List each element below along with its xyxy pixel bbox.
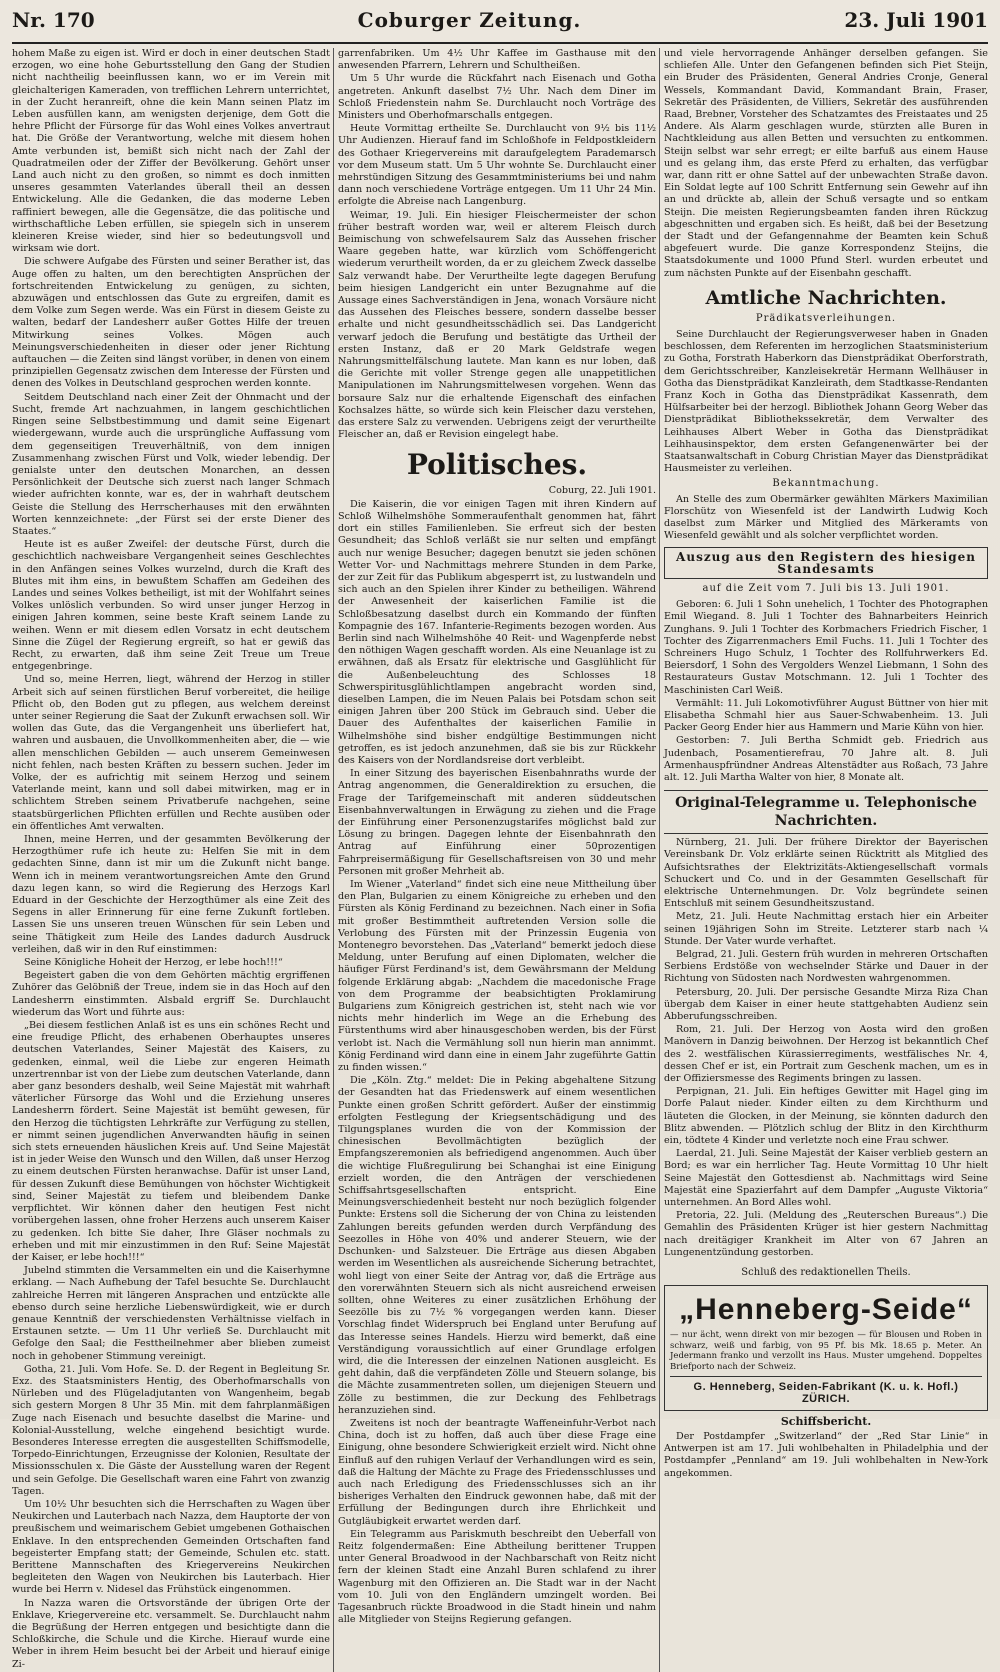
paragraph: Und so, meine Herren, liegt, während der Herzog in stiller Arbeit sich auf seinen fürstlichen Beruf vorbereitet, die heilige Pflicht ob, den Boden gut zu pflegen, aus welchem dereinst unter seiner Regierung die Saat der Zukunft erwachsen soll. Wir wollen das Gute, das die Vergangenheit uns überliefert hat, wahren und ausbauen, die Unvollkommenheiten aber, die — wie allen menschlichen Gebilden — auch unserem Gemeinwesen nicht fehlen, nach besten Kräften zu bessern suchen. Jeder im Volke, der es aufrichtig mit seinem Herzog und seinem Vaterlande meint, kann und soll dabei mitwirken, mag er in schlichtem Streben seinem Privatberufe nachgehen, seine staatsbürgerlichen Pflichten erfüllen und Rechte ausüben oder ein öffentliches Amt verwalten. [12, 674, 330, 832]
paragraph: Zweitens ist noch der beantragte Waffeneinfuhr-Verbot nach China, doch ist zu hoffen, daß auch über diese Frage eine Einigung, ohne besondere Schwierigkeit erzielt wird. Nicht ohne Einfluß auf den ruhigen Verlauf der Verhandlungen wird es sein, daß die Haltung der Mächte zu Frage des Friedensschlusses und auch nach Erledigung des Friedensschlusses sich an ihr bisheriges Verhalten den Eindruck gewonnen habe, daß mit der Erfüllung der Bedingungen durch ihre Ehrlichkeit und Gutgläubigkeit erwartet werden darf. [338, 1417, 656, 1527]
dateline: Coburg, 22. Juli 1901. [548, 484, 656, 496]
paragraph: Begeistert gaben die von dem Gehörten mächtig ergriffenen Zuhörer das Gelöbniß der Treue, indem sie in das Hoch auf den Landesherrn einstimmten. Alsbald ergriff Se. Durchlaucht wiederum das Wort und führte aus: [12, 970, 330, 1018]
section-title-schiffsbericht: Schiffsbericht. [780, 1414, 872, 1428]
paragraph: Gestorben: 7. Juli Bertha Schmidt geb. Friedrich aus Judenbach, Posamentierefrau, 70 Jahre alt. 8. Juli Armenhauspfründner Andreas Altenstädter aus Roßach, 73 Jahre alt. 12. Juli Martha Walter von hier, 8 Monate alt. [664, 735, 988, 783]
paragraph: Jubelnd stimmten die Versammelten ein und die Kaiserhymne erklang. — Nach Aufhebung der Tafel besuchte Se. Durchlaucht zahlreiche Herren mit längeren Ansprachen und entzückte alle ebenso durch seine herzliche Liebenswürdigkeit, wie er durch genaue Kenntniß der verschiedensten Verhältnisse vielfach in Erstaunen setzte. — Um 11 Uhr verließ Se. Durchlaucht mit Gefolge den Saal; die Festtheilnehmer aber blieben zumeist noch in gehobener Stimmung vereinigt. [12, 1265, 330, 1362]
paragraph: garrenfabriken. Um 4½ Uhr Kaffee im Gasthause mit den anwesenden Pfarrern, Lehrern und Schultheißen. [338, 48, 656, 72]
paragraph: Seitdem Deutschland nach einer Zeit der Ohnmacht und der Sucht, fremde Art nachzuahmen, in langem geschichtlichen Ringen seine Selbstbestimmung und damit seine Eigenart wiedergewann, wurde auch die ursprüngliche Auffassung vom dem gegenseitigen Treuverhältniß, von dem innigen Zusammenhang zwischen Fürst und Volk, wieder lebendig. Der genialste unter den deutschen Monarchen, an dessen Persönlichkeit der Deutsche sich zuerst nach langer Schmach wieder aufrichten konnte, war es, der in wahrhaft deutschem Geiste die Stellung des Herrscherhauses mit den erwähnten Worten kennzeichnete: „der Fürst sei der erste Diener des Staates.“ [12, 391, 330, 537]
masthead [12, 8, 988, 42]
column-1 [12, 48, 330, 1672]
paragraph: Im Wiener „Vaterland“ findet sich eine neue Mittheilung über den Plan, Bulgarien zu einem Königreiche zu erheben und den Fürsten als König Ferdinand zu bezeichnen. Nach einer in Sofia mit großer Bestimmtheit auftretenden Version solle die Verlobung des Fürsten mit der Prinzessin Eugenia von Montenegro bevorstehen. Das „Vaterland“ bemerkt jedoch diese Meldung, unter Berufung auf einen Diplomaten, welcher die häufiger Fürst Ferdinand's ist, dem Gewährsmann der Meldung folgende Erklärung abgab: „Nachdem die macedonische Frage von dem Programme der beabsichtigten Proklamirung Bulgariens zum Königreich gestrichen ist, steht nach wie vor nichts mehr hinderlich im Wege an die Erhebung des Fürstenthums wird aber hinausgeschoben werden, bis der Fürst verlobt ist. Nach die Vermählung soll nun hierin man annimmt. König Ferdinand wird dann eine in einem Jahr zugeführte Gattin zu finden wissen.“ [338, 879, 656, 1074]
newspaper-title: Coburger Zeitung. [357, 8, 582, 32]
paragraph: An Stelle des zum Obermärker gewählten Märkers Maximilian Florschütz von Wiesenfeld ist der Landwirth Ludwig Koch daselbst zum Märker und Mitglied des Märkeramts von Wiesenfeld gewählt und als solcher verpflichtet worden. [664, 493, 988, 542]
paragraph: Laerdal, 21. Juli. Seine Majestät der Kaiser verblieb gestern an Bord; es war ein herrlicher Tag. Heute Vormittag 10 Uhr hielt Seine Majestät den Gottesdienst ab. Nachmittags wird Seine Majestät eine Spazierfahrt auf dem Dampfer „Auguste Viktoria“ unternehmen. An Bord Alles wohl. [664, 1148, 988, 1209]
section-title-politisches: Politisches. [406, 447, 588, 481]
column-3 [664, 48, 988, 1672]
subheading-bekanntmachung: Bekanntmachung. [772, 477, 880, 489]
column-2 [338, 48, 656, 1672]
paragraph: Gotha, 21. Juli. Vom Hofe. Se. D. der Regent in Begleitung Sr. Exz. des Staatsministers Hentig, des Oberhofmarschalls von Nürleben und des Flügeladjutanten von Wangenheim, begab sich gestern Morgen 8 Uhr 35 Min. mit dem fahrplanmäßigen Zuge nach Eisenach und besuchte daselbst die Marine- und Kolonial-Ausstellung, welche eingehend besichtigt wurde. Besonderes Interesse erregten die ausgestellten Schiffsmodelle, Torpedo-Einrichtungen, Erzeugnisse der Kolonien, Resultate der Missionsschulen x. Die Gäste der Ausstellung waren der Regent und sein Gefolge. Die Gesellschaft waren eine Fahrt von zwanzig Tagen. [12, 1363, 330, 1497]
paragraph: Der Postdampfer „Switzerland“ der „Red Star Linie“ in Antwerpen ist am 17. Juli wohlbehalten in Philadelphia und der Postdampfer „Pennland“ am 19. Juli wohlbehalten in New-York angekommen. [664, 1430, 988, 1479]
paragraph: Weimar, 19. Juli. Ein hiesiger Fleischermeister der schon früher bestraft worden war, weil er alterem Fleisch durch Beimischung von schwefelsaurem Salz das Aussehen frischer Waare gegeben hatte, war kürzlich vom Schöffengericht wiederum verurtheilt worden, da er zu gleichem Zweck dasselbe Salz verwandt habe. Der Verurtheilte legte dagegen Berufung beim hiesigen Landgericht ein unter Bezugnahme auf die Aussage eines Sachverständigen in Jena, wonach Vorsäure nicht das Aussehen des Fleisches bessere, sondern dasselbe besser erhalte und nicht gesundheitsschädlich sei. Das Landgericht verwarf jedoch die Berufung und bestätigte das Urtheil der ersten Instanz, daß er 20 Mark Geldstrafe wegen Nahrungsmittelfälschung lautete. Man kann es nur loben, daß die Gerichte mit voller Strenge gegen alle unappetitlichen Manipulationen im Nahrungsmittelwesen vorgehen. Wenn das borsaure Salz nur die erhaltende Eigenschaft des einfachen Kochsalzes hätte, so würde sich kein Fleischer dazu verstehen, das erstere Salz zu verwenden. Uebrigens zeigt der verurtheilte Fleischer an, daß er Revision eingelegt habe. [338, 209, 656, 441]
paragraph: In Nazza waren die Ortsvorstände der übrigen Orte der Enklave, Kriegervereine etc. versammelt. Se. Durchlaucht nahm die Begrüßung der Herren entgegen und besichtigte dann die Schloßkirche, die Schule und die Kirche. Hierauf wurde eine Weber in ihrem Heim besucht bei der Arbeit und hierauf einige Zi- [12, 1597, 330, 1670]
paragraph: Ihnen, meine Herren, und der gesammten Bevölkerung der Herzogthümer rufe ich heute zu: Helfen Sie mit in dem gedachten Sinne, dann ist mir um die Zukunft nicht bange. Wenn ich in meinem verantwortungsreichen Amte den Grund dazu legen kann, so wird die Regierung des Herzogs Karl Eduard in der Geschichte der Herzogthümer als eine Zeit des Segens in aller Erinnerung für eine ferne Zukunft fortleben. Lassen Sie uns unseren treuen Wünschen für sein Leben und seine Thätigkeit zum Heile des Landes dadurch Ausdruck verleihen, daß wir in den Ruf einstimmen: [12, 834, 330, 955]
paragraph: „Bei diesem festlichen Anlaß ist es uns ein schönes Recht und eine freudige Pflicht, des erhabenen Oberhauptes unseres deutschen Vaterlandes, Seiner Majestät des Kaisers, zu gedenken, einmal, weil die Liebe zur engeren Heimath unzertrennbar ist von der Liebe zum deutschen Vaterlande, dann aber ganz besonders deshalb, weil Seine Majestät mit wahrhaft väterlicher Fürsorge das Wohl und die Erziehung unseres Landesherrn fördert. Seine Majestät ist bemüht gewesen, für den Herzog die tüchtigsten Lehrkräfte zur Verfügung zu stellen, er nimmt seinen jugendlichen Anverwandten häufig in seinen sich stets erneuenden häuslichen Kreis auf. Und Seine Majestät ist in jeder Weise den Wunsch und den Willen, daß unser Herzog zu einem deutschen Fürsten heranwachse. Dafür ist unser Land, für dessen Zukunft diese Bemühungen von höchster Wichtigkeit sind, Seiner Majestät zu tiefem und bleibendem Danke verpflichtet. Wir können daher den heutigen Fest nicht vorübergehen lassen, ohne froher Herzens auch unserem Kaiser zu gedenken. Ich bitte Sie daher, Ihre Gläser nochmals zu erheben und mit mir einzustimmen in den Ruf: Seine Majestät der Kaiser, er lebe hoch!!!“ [12, 1020, 331, 1263]
paragraph: Rom, 21. Juli. Der Herzog von Aosta wird den großen Manövern in Danzig beiwohnen. Der Herzog ist bekanntlich Chef des 2. westfälischen Kürassierregiments, westfälisches Nr. 4, dessen Chef er ist, ein Portrait zum Geschenk machen, um es in der Offiziersmesse des Regiments bringen zu lassen. [664, 1024, 988, 1085]
paragraph: Heute Vormittag ertheilte Se. Durchlaucht von 9½ bis 11½ Uhr Audienzen. Hierauf fand im Schloßhofe in Feldpostkleidern des Gothaer Kriegervereins mit daraufgelegtem Parademarsch vor dem Museum statt. Um 5 Uhr wohnte Se. Durchlaucht einer mehrstündigen Sitzung des Gesammtministeriums bei und nahm dann noch verschiedene Vorträge entgegen. Um 11 Uhr 24 Min. erfolgte die Abreise nach Langenburg. [338, 123, 656, 208]
paragraph: Die „Köln. Ztg.“ meldet: Die in Peking abgehaltene Sitzung der Gesandten hat das Friedenswerk auf einem wesentlichen Punkte einen großen Schritt gefördert. Außer der einstimmig erfolgten Festlegung der Kriegsentschädigung und des Tilgungsplanes wurden die von der Kommission der chinesischen Bevollmächtigten bezüglich der Empfangszeremonien als befriedigend angenommen. Auch über die wichtige Flußregulirung bei Schanghai ist eine Einigung erzielt worden, die den Anträgen der verschiedenen Schiffsahrtsgesellschaften entspricht. Eine Meinungsverschiedenheit besteht nur noch bezüglich folgender Punkte: Erstens soll die Sicherung der von China zu leistenden Zahlungen bereits gefunden werden durch Verpfändung des Seezolles in Höhe von 40% und anderer Steuern, wie der Dschunken- und Salzsteuer. Die Erträge aus diesen Abgaben werden im Wesentlichen als ausreichende Sicherung betrachtet, wohl liegt von einer Seite der Antrag vor, daß die Erträge aus den vorerwähnten Steuern sich als nicht ausreichend erweisen sollten, ohne Weiteres zu einer zusätzlichen Erhöhung der Seezölle bis zu 7½ % vorgegangen werden kann. Dieser Vorschlag findet Widerspruch bei England unter Berufung auf das Interesse seines Handels. Hierzu wird bemerkt, daß eine Verständigung voraussichtlich auf einer Grundlage erfolgen wird, die die Interessen der einzelnen Nationen ausgleicht. Es geht dahin, daß die verpfändeten Zölle und Steuern solange, bis die Mächte zusammentreten sollen, um diejenigen Steuern und Zölle zu bestimmen, die zur Deckung des Fehlbetrags heranzuziehen sind. [338, 1075, 656, 1416]
section-title-standesamt: Auszug aus den Registern des hiesigen Standesamts [676, 549, 976, 576]
end-of-editorial-note: Schluß des redaktionellen Theils. [741, 1267, 911, 1279]
paragraph: Heute ist es außer Zweifel: der deutsche Fürst, durch die geschichtlich nachweisbare Vergangenheit seines Geschlechtes in den Anfängen seines Volkes wurzelnd, durch die Kraft des Blutes mit ihm eins, in bewußtem Schaffen am Gedeihen des Landes und seines Volkes betheiligt, ist mit der Wohlfahrt seines Volkes unlöslich verbunden. So wird unser junger Herzog in einigen Jahren kommen, seine beste Kraft seinem Lande zu weihen. Wenn er mit diesem edlen Vorsatz in echt deutschem Sinne die Zügel der Regierung ergreift, so hat er gewiß das Recht, zu erwarten, daß ihm seine Zeit Treue um Treue entgegenbringe. [12, 539, 330, 673]
paragraph: Um 10½ Uhr besuchten sich die Herrschaften zu Wagen über Neukirchen und Lauterbach nach Nazza, dem Hauptorte der von preußischem und weimarischem Gebiet umgebenen Gothaischen Enklave. In den entsprechenden Gemeinden Ortschaften fand begeisterter Empfang statt; der Gemeinde, Schulen etc. statt. Berittene Mannschaften des Kriegervereins Neukirchen begleiteten den Wagen von Neukirchen bis Lauterbach. Hier wurde bei Herrn v. Nidesel das Frühstück eingenommen. [12, 1498, 330, 1596]
ad-divider [670, 1376, 982, 1377]
paragraph: Ein Telegramm aus Pariskmuth beschreibt den Ueberfall von Reitz folgendermaßen: Eine Abtheilung berittener Truppen unter General Broadwood in der Nachbarschaft von Reitz nicht fern der kleinen Stadt eine Anzahl Buren schlafend zu ihrer Wagenburg mit den Offizieren an. Die Stadt war in der Nacht vom 10. Juli von den Engländern umzingelt worden. Bei Tagesanbruch rückte Broadwood in die Stadt hinein und nahm alle Mitglieder von Steijns Regierung gefangen. [338, 1528, 656, 1626]
paragraph: Geboren: 6. Juli 1 Sohn unehelich, 1 Tochter des Photographen Emil Wiegand. 8. Juli 1 Tochter des Bahnarbeiters Heinrich Zunghans. 9. Juli 1 Tochter des Korbmachers Friedrich Fischer, 1 Tochter des Zigarrenmachers Emil Fuchs. 11. Juli 1 Tochter des Schreiners Hugo Schulz, 1 Tochter des Rollfuhrwerkers Ed. Beiersdorf, 1 Sohn des Vergolders Wenzel Liebmann, 1 Sohn des Restaurateurs Gustav Motschmann. 12. Juli 1 Tochter des Maschinisten Carl Weiß. [664, 599, 988, 696]
henneberg-advertisement [664, 1285, 988, 1410]
standesamt-box [664, 547, 988, 579]
paragraph: Die schwere Aufgabe des Fürsten und seiner Berather ist, das Auge offen zu halten, um den berechtigten Ansprüchen der fortschreitenden Entwickelung zu genügen, zu sichten, abzuwägen und entschlossen das Gute zu ergreifen, damit es dem Volke zum Segen werde. Was ein Fürst in diesem Geiste zu walten, bedarf der Landesherr außer Gottes Hilfe der treuen Mitwirkung seines Volkes. Mögen auch Meinungsverschiedenheiten in dieser oder jener Richtung auftauchen — die Zeiten sind längst vorüber, in denen von einem prinzipiellen Gegensatz zwischen dem Interesse der Fürsten und denen des Volkes in Deutschland gesprochen werden konnte. [12, 256, 330, 390]
columns [12, 48, 988, 1670]
paragraph: und viele hervorragende Anhänger derselben gefangen. Sie schliefen Alle. Unter den Gefangenen befinden sich Piet Steijn, ein Bruder des Präsidenten, General Andries Cronje, General Wessels, Kommandant David, Kommandant Brain, Fraser, Sekretär des Präsidenten, de Villiers, Sekretär des ausführenden Raad, Brebner, Vorsteher des Schatzamtes des Freistaates und 25 Andere. Als Alarm geschlagen wurde, stürzten alle Buren in Nachtkleidung aus allen Betten und versuchten zu entkommen. Steijn selbst war sehr erregt; er eilte barfuß aus einem Hause und es gelang ihm, das erste Pferd zu erhalten, das verfügbar war, dann ritt er ohne Sattel auf der unbewachten Straße davon. Ein Soldat legte auf 100 Schritt Entfernung sein Gewehr auf ihn an und drückte ab, allein der Schuß versagte und so entkam Steijn. Die meisten Regierungsbeamten fanden ihren Rückzug abgeschnitten und ergaben sich. Es heißt, daß bei der Besetzung der Stadt und der Gefangennahme der Beamten kein Schuß abgefeuert wurde. Die ganze Korrespondenz Steijns, die Staatsdokumente und 1000 Pfund Sterl. wurden erbeutet und zum nächsten Punkte auf der Eisenbahn geschafft. [664, 48, 988, 279]
issue-number: Nr. 170 [12, 8, 95, 32]
ad-title: „Henneberg-Seide“ [679, 1293, 973, 1327]
paragraph: Seine Königliche Hoheit der Herzog, er lebe hoch!!!“ [24, 957, 283, 969]
paragraph: Seine Durchlaucht der Regierungsverweser haben in Gnaden beschlossen, dem Referenten im herzoglichen Staatsministerium zu Gotha, Forstrath Haberkorn das Dienstprädikat Oberforstrath, dem Gerichtsschreiber, Kanzleisekretär Hermann Wellhäuser in Gotha das Dienstprädikat Kanzleirath, dem Stadtkasse-Rendanten Franz Koch in Gotha das Dienstprädikat Kassenrath, dem Hülfsarbeiter bei der herzogl. Bibliothek Johann Georg Weber das Dienstprädikat Bibliothekssekretär, dem Verwalter des Leihhauses Albert Weber in Gotha das Dienstprädikat Leihhausinspektor, dem ersten Gefangenenwärter bei der Staatsanwaltschaft in Coburg Christian Mayer das Dienstprädikat Hausmeister zu verleihen. [664, 329, 988, 475]
paragraph: In einer Sitzung des bayerischen Eisenbahnraths wurde der Antrag angenommen, die Generaldirektion zu ersuchen, die Frage der Tarifgemeinschaft mit anderen süddeutschen Eisenbahnverwaltungen in Erwägung zu ziehen und die Frage der Einführung einer Personenzugstarifes möglichst bald zur Lösung zu bringen. Dagegen lehnte der Eisenbahnrath den Antrag auf Einführung einer 50prozentigen Fahrpreisermäßigung für Gesellschaftsreisen von 30 und mehr Personen mit großer Mehrheit ab. [338, 768, 656, 877]
subheading-praedikate: Prädikatsverleihungen. [755, 312, 897, 324]
paragraph: Petersburg, 20. Juli. Der persische Gesandte Mirza Riza Chan übergab dem Kaiser in einer heute stattgehabten Audienz sein Abberufungsschreiben. [664, 986, 988, 1023]
paragraph: Nürnberg, 21. Juli. Der frühere Direktor der Bayerischen Vereinsbank Dr. Volz erklärte seinen Rücktritt als Mitglied des Aufsichtsrathes der Elektrizitäts-Aktiengesellschaft vormals Schuckert und Co. und in der Gesammten Gesellschaft für elektrische Unternehmungen. Dr. Volz begründete seinen Entschluß mit seinem Gesundheitszustand. [664, 837, 988, 910]
masthead-rule [12, 42, 988, 44]
ad-firm: G. Henneberg, Seiden-Fabrikant (K. u. k. Hofl.) ZÜRICH. [693, 1381, 959, 1406]
standesamt-period: auf die Zeit vom 7. Juli bis 13. Juli 1901. [702, 582, 950, 594]
paragraph: Die Kaiserin, die vor einigen Tagen mit ihren Kindern auf Schloß Wilhelmshöhe Sommeraufenthalt genommen hat, fährt dort ein stilles Familienleben. Sie erfreut sich der besten Gesundheit; das Schloß verläßt sie nur selten und empfängt auch nur wenige Besucher; dagegen benutzt sie jeden schönen Wetter Vor- und Nachmittags mehrere Stunden in dem Parke, der zur Zeit für das Publikum abgesperrt ist, zu lustwandeln und sich auch an den Spielen ihrer Kinder zu betheiligen. Während der Anwesenheit der kaiserlichen Familie ist die Schloßbesatzung daselbst durch ein Kommando der fünften Kompagnie des 167. Infanterie-Regiments bezogen worden. Aus Berlin sind nach Wilhelmshöhe 40 Reit- und Wagenpferde nebst den nöthigen Wagen geschafft worden. Als eine Neuanlage ist zu erwähnen, daß als Ersatz für elektrische und Gasglühlicht für die Außenbeleuchtung des Schlosses 18 Schwerspiritusglühlichtlampen angebracht worden sind, dieselben Lampen, die im Neuen Palais bei Potsdam schon seit einigen Jahren über 200 Stück im Gebrauch sind. Ueber die Dauer des Aufenthaltes der kaiserlichen Familie in Wilhelmshöhe sind bisher endgültige Bestimmungen nicht getroffen, es ist jedoch anzunehmen, daß sie bis zur Rückkehr des Kaisers von der Nordlandsreise dort verbleibt. [338, 498, 656, 766]
paragraph: Belgrad, 21. Juli. Gestern früh wurden in mehreren Ortschaften Serbiens Erdstöße von wechselnder Stärke und Dauer in der Richtung von Südosten nach Nordwesten wahrgenommen. [664, 949, 988, 985]
ad-text: — nur ächt, wenn direkt von mir bezogen — für Blousen und Roben in schwarz, weiß und farbig, von 95 Pf. bis Mk. 18.65 p. Meter. An Jedermann franko und verzollt ins Haus. Muster umgehend. Doppeltes Briefporto nach der Schweiz. [670, 1330, 982, 1372]
paragraph: Vermählt: 11. Juli Lokomotivführer August Büttner von hier mit Elisabetha Schmahl hier aus Sauer-Schwabenheim. 13. Juli Packer Georg Ender hier aus Hammern und Marie Kühn von hier. [664, 697, 988, 734]
paragraph: hohem Maße zu eigen ist. Wird er doch in einer deutschen Stadt erzogen, wo eine hohe Geburtsstellung den Gang der Studien nicht nachtheilig beeinflussen kann, wo er im Verein mit gleichalterigen Kameraden, von trefflichen Lehrern unterrichtet, in der Zucht heranreift, ohne die kein Mann seinen Platz im Leben ausfüllen kann, am wenigsten derjenige, dem Gott die hehre Pflicht der Fürsorge für das Wohl eines Volkes anvertraut hat. Die Größe der Verantwortung, welche mit diesem hohen Amte verbunden ist, bemißt sich nicht nach der Zahl der Quadratmeilen oder der Ziffer der Bevölkerung. Gehört unser Land auch nicht zu den großen, so nimmt es doch inmitten unseres gesammten Vaterlandes überall theil an dessen Entwickelung. Alle die Gedanken, die das moderne Leben raffiniert bewegen, alle die Gegensätze, die das politische und wirthschaftliche Leben erfüllen, sie spiegeln sich in unserem kleineren Kreise wieder, sind hier so bedeutungsvoll und wirksam wie dort. [12, 48, 330, 255]
section-title-telegramme: Original-Telegramme u. Telephonische Nachrichten. [664, 790, 988, 834]
paragraph: Pretoria, 22. Juli. (Meldung des „Reuterschen Bureaus“.) Die Gemahlin des Präsidenten Krüger ist hier gestern Nachmittag nach dreitägiger Krankheit im Alter von 67 Jahren an Lungenentzündung gestorben. [664, 1210, 988, 1258]
paragraph: Metz, 21. Juli. Heute Nachmittag erstach hier ein Arbeiter seinen 19jährigen Sohn im Streite. Letzterer starb nach ¼ Stunde. Der Vater wurde verhaftet. [664, 911, 988, 947]
section-title-amtliche-nachrichten: Amtliche Nachrichten. [705, 286, 947, 309]
paragraph: Perpignan, 21. Juli. Ein heftiges Gewitter mit Hagel ging im Dorfe Palaut nieder. Kinder eilten zu dem Kirchthurm und läuteten die Glocken, in der Meinung, sie könnten dadurch den Blitz abwenden. — Plötzlich schlug der Blitz in den Kirchthurm ein, tödtete 4 Kinder und verletzte noch eine Frau schwer. [664, 1086, 988, 1147]
issue-date: 23. Juli 1901 [844, 8, 988, 32]
paragraph: Um 5 Uhr wurde die Rückfahrt nach Eisenach und Gotha angetreten. Ankunft daselbst 7½ Uhr. Nach dem Diner im Schloß Friedenstein nahm Se. Durchlaucht noch Vorträge des Ministers und Oberhofmarschalls entgegen. [338, 73, 656, 122]
